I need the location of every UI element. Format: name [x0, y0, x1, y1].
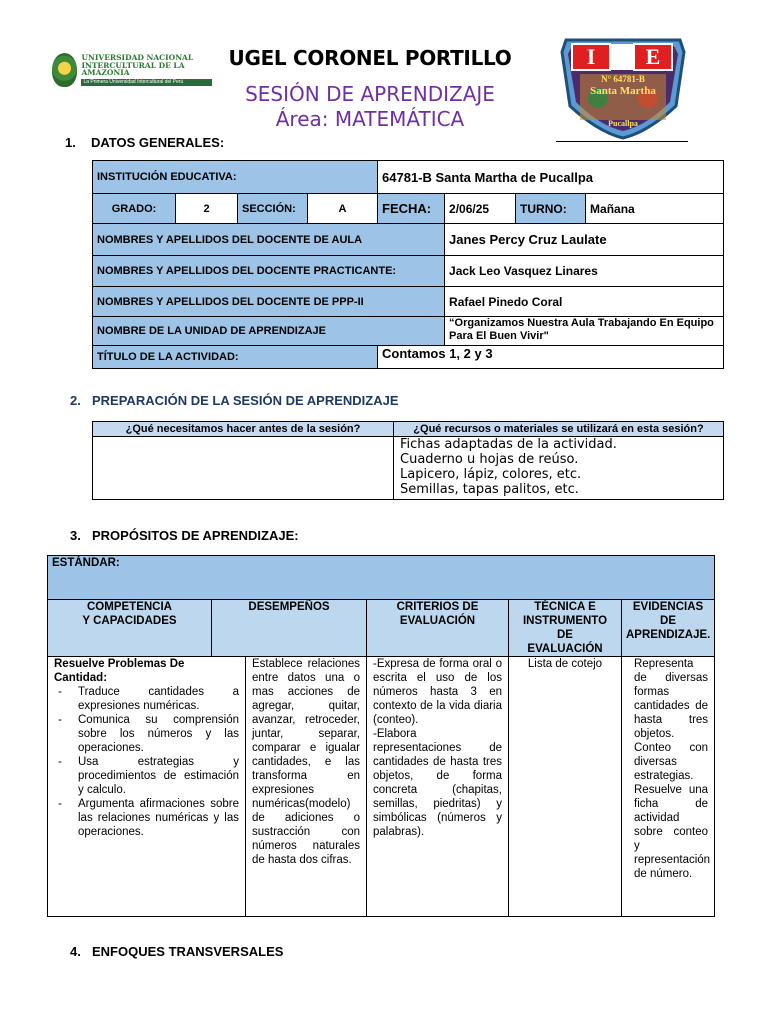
estandar-label: ESTÁNDAR:: [48, 556, 715, 600]
area-title: Área: MATEMÁTICA: [275, 107, 465, 131]
criterios-cell: [367, 657, 509, 917]
desempeno-cell: Establece relaciones entre datos una o mas acciones de agregar, quitar, avanzar, retroceder, juntar, separar, comparar e igualar cantidades, e las transforma en expresiones numéricas(modelo) de adiciones o sustracción con números naturales de hasta dos cifras.: [246, 657, 367, 917]
competencia-title: Resuelve Problemas De Cantidad:: [54, 658, 185, 684]
school-logo-letter-e: E: [645, 44, 661, 69]
docente-ppp-label: NOMBRES Y APELLIDOS DEL DOCENTE DE PPP-II: [93, 287, 445, 317]
school-logo-letter-i: I: [586, 44, 596, 69]
institucion-label: INSTITUCIÓN EDUCATIVA:: [93, 161, 378, 194]
turno-value: Mañana: [586, 194, 724, 224]
datos-generales-table: [92, 160, 724, 369]
institucion-value: 64781-B Santa Martha de Pucallpa: [378, 161, 724, 194]
school-logo-number: N° 64781-B: [601, 74, 645, 84]
criterios-header: CRITERIOS DE EVALUACIÓN: [367, 600, 509, 657]
resource-item: Fichas adaptadas de la actividad.: [400, 437, 617, 452]
resource-item: Semillas, tapas palitos, etc.: [400, 482, 579, 497]
section3-heading: 3. PROPÓSITOS DE APRENDIZAJE:: [70, 528, 299, 543]
prep-resources-cell: [394, 437, 724, 500]
propositos-table: [47, 555, 715, 917]
tecnica-cell: Lista de cotejo: [509, 657, 622, 917]
tecnica-header: TÉCNICA E INSTRUMENTO DE EVALUACIÓN: [509, 600, 622, 657]
capacidad-item: - Traduce cantidades a expresiones numéricas.: [78, 685, 239, 713]
competencia-cell: [48, 657, 246, 917]
resource-item: Cuaderno u hojas de reúso.: [400, 452, 579, 467]
evidencias-header: EVIDENCIAS DE APRENDIZAJE.: [622, 600, 715, 657]
section2-heading: 2. PREPARACIÓN DE LA SESIÓN DE APRENDIZAJE: [70, 393, 399, 408]
fecha-value: 2/06/25: [445, 194, 516, 224]
docente-practicante-label: NOMBRES Y APELLIDOS DEL DOCENTE PRACTICANTE:: [93, 256, 445, 287]
seccion-label: SECCIÓN:: [238, 194, 308, 224]
school-logo: [558, 36, 688, 140]
logo-underline: [556, 141, 688, 142]
page-subtitle: SESIÓN DE APRENDIZAJE: [245, 82, 495, 106]
docente-ppp-value: Rafael Pinedo Coral: [445, 287, 724, 317]
school-logo-city: Pucallpa: [608, 119, 638, 128]
fecha-label: FECHA:: [378, 194, 445, 224]
desempenos-header: DESEMPEÑOS: [212, 600, 367, 657]
capacidad-item: - Comunica su comprensión sobre los números y las operaciones.: [78, 713, 239, 755]
seccion-value: A: [308, 194, 378, 224]
docente-aula-value: Janes Percy Cruz Laulate: [445, 224, 724, 256]
evidencia-item: Resuelve una ficha de actividad sobre conteo y representación de número.: [634, 784, 711, 880]
titulo-actividad-label: TÍTULO DE LA ACTIVIDAD:: [93, 346, 378, 369]
preparacion-table: [92, 421, 724, 500]
evidencia-item: Conteo con diversas estrategias.: [634, 742, 709, 782]
grado-label: GRADO:: [93, 194, 176, 224]
university-name-line1: UNIVERSIDAD NACIONAL: [81, 53, 194, 63]
evidencia-item: Representa de diversas formas cantidades de hasta tres objetos.: [634, 658, 709, 740]
capacidad-item: - Usa estrategias y procedimientos de estimación y calculo.: [78, 755, 239, 797]
evidencias-cell: [622, 657, 715, 917]
prep-col1-header: ¿Qué necesitamos hacer antes de la sesión?: [93, 422, 394, 437]
university-seal-icon: [52, 53, 77, 87]
turno-label: TURNO:: [516, 194, 586, 224]
prep-col2-header: ¿Qué recursos o materiales se utilizará en esta sesión?: [394, 422, 724, 437]
resource-item: Lapicero, lápiz, colores, etc.: [400, 467, 582, 482]
prep-before-cell: [93, 437, 394, 500]
competencia-header: COMPETENCIA Y CAPACIDADES: [48, 600, 212, 657]
section4-heading: 4. ENFOQUES TRANSVERSALES: [70, 944, 284, 959]
docente-aula-label: NOMBRES Y APELLIDOS DEL DOCENTE DE AULA: [93, 224, 445, 256]
docente-practicante-value: Jack Leo Vasquez Linares: [445, 256, 724, 287]
grado-value: 2: [176, 194, 238, 224]
criterio-item: -Elabora representaciones de cantidades de hasta tres objetos, de forma concreta (chapitas, semillas, piedritas) y simbólicas (números y palabras).: [373, 728, 502, 838]
university-motto: La Primera Universidad Intercultural del Perú: [81, 79, 212, 86]
capacidades-list: [54, 685, 239, 839]
school-logo-name: Santa Martha: [590, 85, 656, 97]
criterio-item: -Expresa de forma oral o escrita el uso de los números hasta 3 en contexto de la vida diaria (conteo).: [373, 658, 502, 726]
university-logo: [52, 52, 212, 88]
section1-heading: 1. DATOS GENERALES:: [65, 135, 225, 150]
capacidad-item: - Argumenta afirmaciones sobre las relaciones numéricas y las operaciones.: [78, 797, 239, 839]
unidad-value: “Organizamos Nuestra Aula Trabajando En Equipo Para El Buen Vivir": [445, 317, 724, 346]
titulo-actividad-value: Contamos 1, 2 y 3: [378, 346, 724, 369]
unidad-label: NOMBRE DE LA UNIDAD DE APRENDIZAJE: [93, 317, 445, 346]
university-name-line2: INTERCULTURAL DE LA AMAZONIA: [81, 60, 185, 78]
page-title: UGEL CORONEL PORTILLO: [228, 46, 512, 70]
